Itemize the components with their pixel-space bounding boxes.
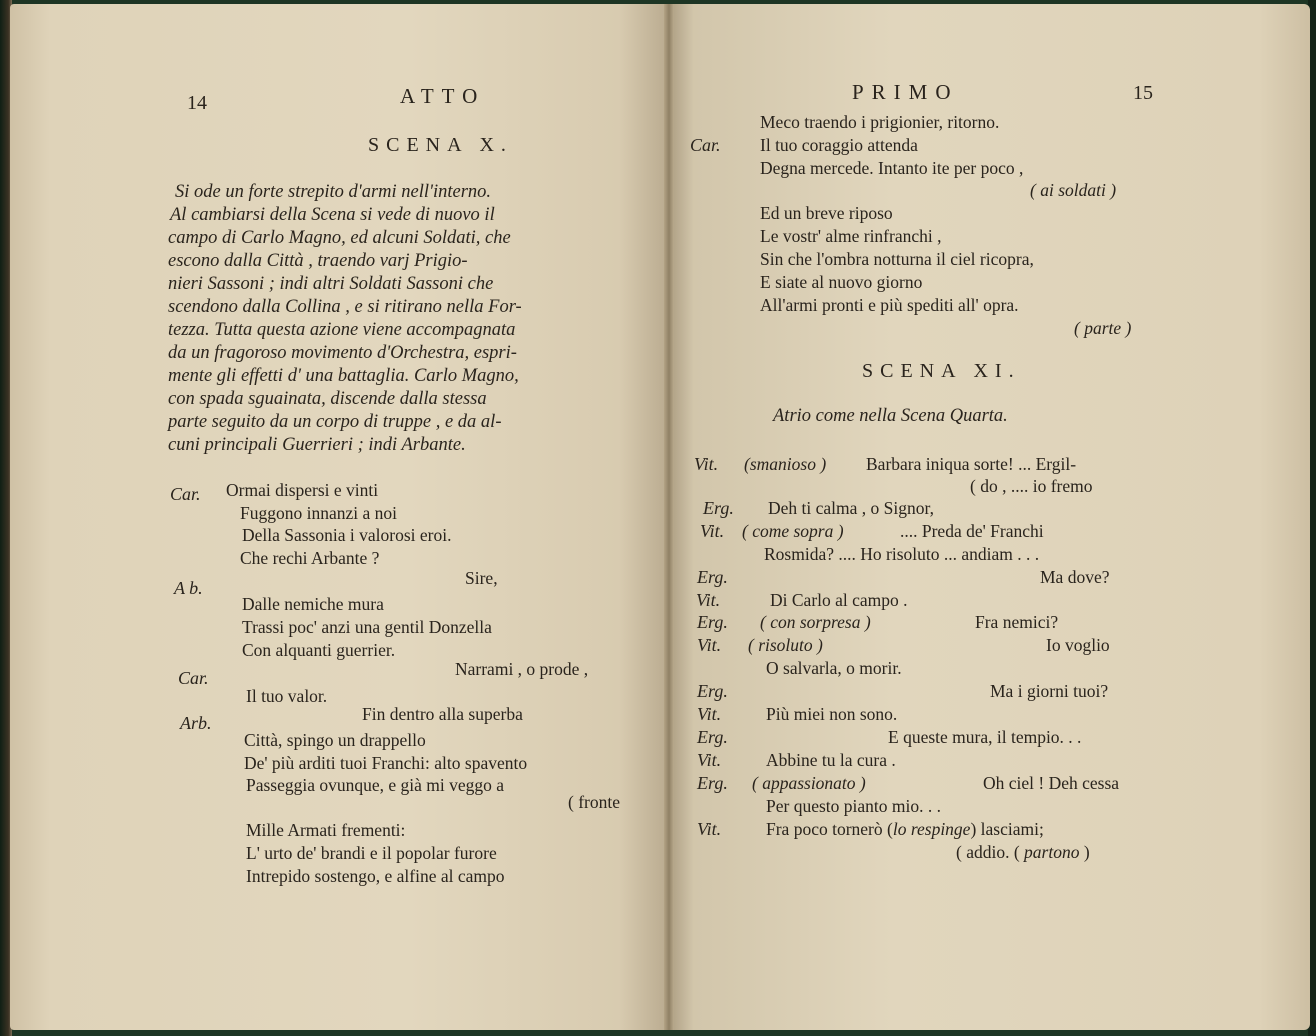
verse-line: Fuggono innanzi a noi — [240, 503, 397, 523]
speaker-arb: Arb. — [180, 713, 212, 733]
verse-line: Il tuo valor. — [246, 686, 328, 706]
book-gutter — [664, 4, 674, 1030]
verse-line: Deh ti calma , o Signor, — [768, 498, 935, 518]
speaker-vit: Vit. — [694, 454, 719, 474]
right-page-number: 15 — [1133, 82, 1153, 104]
exit-direction: ( parte ) — [1074, 318, 1132, 338]
stage-direction-line: tezza. Tutta questa azione viene accompagnata — [168, 320, 516, 340]
verse-line: Io voglio — [1046, 635, 1110, 655]
verse-line: Le vostr' alme rinfranchi , — [760, 226, 942, 246]
stage-aside: ( come sopra ) — [742, 521, 844, 541]
verse-line: Trassi poc' anzi una gentil Donzella — [242, 617, 492, 637]
speaker-erg: Erg. — [703, 498, 734, 518]
verse-line: Ed un breve riposo — [760, 203, 893, 223]
verse-line: Rosmida? .... Ho risoluto ... andiam . . . — [764, 544, 1040, 564]
verse-line: Dalle nemiche mura — [242, 594, 384, 614]
verse-line: Degna mercede. Intanto ite per poco , — [760, 158, 1024, 178]
speaker-ab: A b. — [174, 578, 203, 598]
speaker-erg: Erg. — [697, 567, 728, 587]
verse-line: De' più arditi tuoi Franchi: alto spavento — [244, 753, 528, 773]
verse-line: Fra nemici? — [975, 612, 1059, 632]
verse-line: All'armi pronti e più spediti all' opra. — [760, 295, 1019, 315]
verse-line: Ma i giorni tuoi? — [990, 681, 1109, 701]
turnover-line: ( do , .... io fremo — [970, 476, 1093, 496]
stage-direction-line: parte seguito da un corpo di truppe , e da al- — [168, 412, 502, 432]
verse-line: Oh ciel ! Deh cessa — [983, 773, 1120, 793]
verse-text: ( addio. ( — [956, 842, 1020, 862]
stage-direction-line: escono dalla Città , traendo varj Prigio- — [168, 251, 468, 271]
verse-line: O salvarla, o morir. — [766, 658, 902, 678]
stage-direction-line: nieri Sassoni ; indi altri Soldati Sassoni che — [168, 274, 494, 294]
verse-text: ) lasciami; — [970, 819, 1044, 839]
verse-line: .... Preda de' Franchi — [900, 521, 1044, 541]
scene-x-title: SCENA X. — [368, 134, 513, 156]
speaker-vit: Vit. — [697, 819, 722, 839]
speaker-vit: Vit. — [697, 704, 722, 724]
stage-direction-line: mente gli effetti d' una battaglia. Carlo Magno, — [168, 366, 519, 386]
verse-line: Barbara iniqua sorte! ... Ergil- — [866, 454, 1077, 474]
speaker-vit: Vit. — [697, 750, 722, 770]
verse-text: ) — [1083, 842, 1090, 862]
stage-aside: ( ai soldati ) — [1030, 180, 1117, 200]
verse-line: Passeggia ovunque, e già mi veggo a — [246, 775, 505, 795]
stage-aside: lo respinge — [892, 819, 971, 839]
stage-aside: ( risoluto ) — [748, 635, 823, 655]
speaker-erg: Erg. — [697, 773, 728, 793]
verse-line: L' urto de' brandi e il popolar furore — [246, 843, 497, 863]
verse-text: Fra poco tornerò ( — [766, 819, 893, 839]
stage-direction-line: scendono dalla Collina , e si ritirano nella For- — [168, 297, 522, 317]
speaker-car: Car. — [170, 484, 201, 504]
stage-direction-line: con spada sguainata, discende dalla stessa — [168, 389, 487, 409]
verse-line: E siate al nuovo giorno — [760, 272, 923, 292]
verse-line: Della Sassonia i valorosi eroi. — [242, 525, 452, 545]
verse-line: E queste mura, il tempio. . . — [888, 727, 1082, 747]
stage-direction-line: da un fragoroso movimento d'Orchestra, espri- — [168, 343, 517, 363]
stage-aside: ( appassionato ) — [752, 773, 866, 793]
left-page-number: 14 — [187, 92, 207, 114]
stage-direction-line: campo di Carlo Magno, ed alcuni Soldati, che — [168, 228, 511, 248]
stage-aside: partono — [1024, 842, 1080, 862]
verse-line: Sin che l'ombra notturna il ciel ricopra, — [760, 249, 1034, 269]
verse-line — [766, 819, 1044, 840]
verse-line: Di Carlo al campo . — [770, 590, 908, 610]
verse-line: Fin dentro alla superba — [362, 704, 523, 724]
turnover-line — [956, 842, 1090, 863]
speaker-erg: Erg. — [697, 612, 728, 632]
verse-line: Meco traendo i prigionier, ritorno. — [760, 112, 1000, 132]
verse-line: Ormai dispersi e vinti — [226, 480, 379, 500]
stage-aside: ( con sorpresa ) — [760, 612, 871, 632]
stage-direction-line: Si ode un forte strepito d'armi nell'interno. — [175, 182, 492, 202]
speaker-erg: Erg. — [697, 681, 728, 701]
speaker-vit: Vit. — [700, 521, 725, 541]
right-running-head: PRIMO — [852, 80, 959, 104]
verse-line: Che rechi Arbante ? — [240, 548, 380, 568]
turnover-line: ( fronte — [568, 792, 620, 812]
verse-line: Città, spingo un drappello — [244, 730, 426, 750]
speaker-car: Car. — [178, 668, 209, 688]
stage-direction-line: cuni principali Guerrieri ; indi Arbante. — [168, 435, 466, 455]
verse-line: Il tuo coraggio attenda — [760, 135, 918, 155]
scene-xi-title: SCENA XI. — [862, 360, 1021, 382]
speaker-car: Car. — [690, 135, 721, 155]
speaker-erg: Erg. — [697, 727, 728, 747]
verse-line: Abbine tu la cura . — [766, 750, 896, 770]
left-running-head: ATTO — [400, 84, 486, 108]
verse-line: Con alquanti guerrier. — [242, 640, 396, 660]
verse-line: Narrami , o prode , — [455, 659, 589, 679]
verse-line: Più miei non sono. — [766, 704, 898, 724]
stage-aside: (smanioso ) — [744, 454, 827, 474]
verse-line: Per questo pianto mio. . . — [766, 796, 941, 816]
speaker-vit: Vit. — [696, 590, 721, 610]
verse-line: Ma dove? — [1040, 567, 1110, 587]
scene-setting: Atrio come nella Scena Quarta. — [773, 406, 1008, 426]
speaker-vit: Vit. — [697, 635, 722, 655]
verse-line: Mille Armati frementi: — [246, 820, 406, 840]
verse-line: Intrepido sostengo, e alfine al campo — [246, 866, 505, 886]
stage-direction-line: Al cambiarsi della Scena si vede di nuovo il — [170, 205, 495, 225]
verse-line: Sire, — [465, 568, 498, 588]
